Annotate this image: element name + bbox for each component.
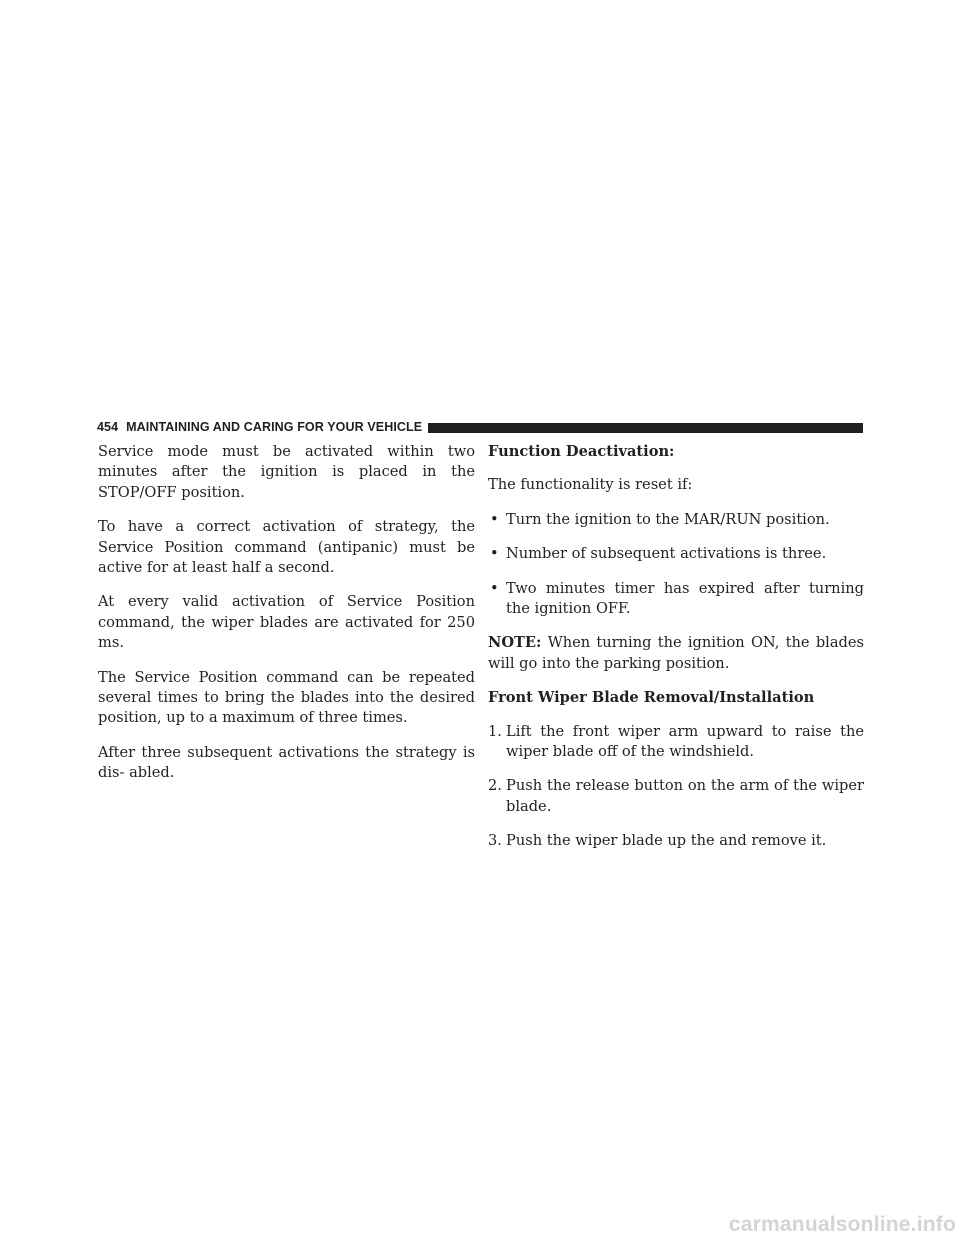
reset-intro: The functionality is reset if:	[488, 476, 693, 494]
bullet-icon: •	[490, 510, 499, 528]
list-item	[488, 722, 864, 763]
bullet-icon: •	[490, 579, 499, 597]
note-paragraph	[488, 633, 864, 674]
list-item	[488, 544, 864, 564]
list-item	[488, 831, 864, 851]
bullet-text: Two minutes timer has expired after turning the ignition OFF.	[506, 579, 864, 618]
paragraph-valid-activation: At every valid activation of Service Position command, the wiper blades are activated for 250 ms.	[98, 593, 475, 652]
removal-heading: Front Wiper Blade Removal/Installation	[488, 689, 815, 707]
page-number: 454	[97, 420, 119, 434]
bullet-text: Turn the ignition to the MAR/RUN position.	[506, 510, 830, 528]
step-number: 2.	[488, 777, 502, 795]
paragraph-strategy-disabled: After three subsequent activations the strategy is dis- abled.	[98, 743, 475, 782]
step-text: Lift the front wiper arm upward to raise the wiper blade off of the windshield.	[506, 722, 864, 761]
note-label: NOTE:	[488, 634, 542, 652]
list-item	[488, 579, 864, 620]
step-number: 1.	[488, 722, 502, 740]
bullet-text: Number of subsequent activations is three.	[506, 545, 827, 563]
right-column	[488, 442, 864, 866]
page-header	[97, 418, 863, 436]
step-number: 3.	[488, 832, 502, 850]
header-rule	[428, 423, 863, 433]
watermark: carmanualsonline.info	[728, 1213, 956, 1236]
step-text: Push the wiper blade up the and remove it.	[506, 832, 827, 850]
deactivation-heading: Function Deactivation:	[488, 443, 675, 460]
step-text: Push the release button on the arm of the wiper blade.	[506, 777, 864, 815]
bullet-icon: •	[490, 545, 499, 563]
list-item	[488, 510, 864, 530]
left-column	[98, 442, 475, 798]
list-item	[488, 776, 864, 817]
paragraph-correct-activation: To have a correct activation of strategy, the Service Position command (antipanic) must be active for at least half a second.	[98, 518, 475, 577]
paragraph-service-mode: Service mode must be activated within two minutes after the ignition is placed in the STOP/OFF position.	[98, 443, 475, 501]
section-title: MAINTAINING AND CARING FOR YOUR VEHICLE	[126, 420, 423, 434]
note-text: When turning the ignition ON, the blades will go into the parking position.	[488, 634, 864, 672]
paragraph-repeat-command: The Service Position command can be repeated several times to bring the blades into the desired position, up to a maximum of three times.	[98, 668, 475, 727]
